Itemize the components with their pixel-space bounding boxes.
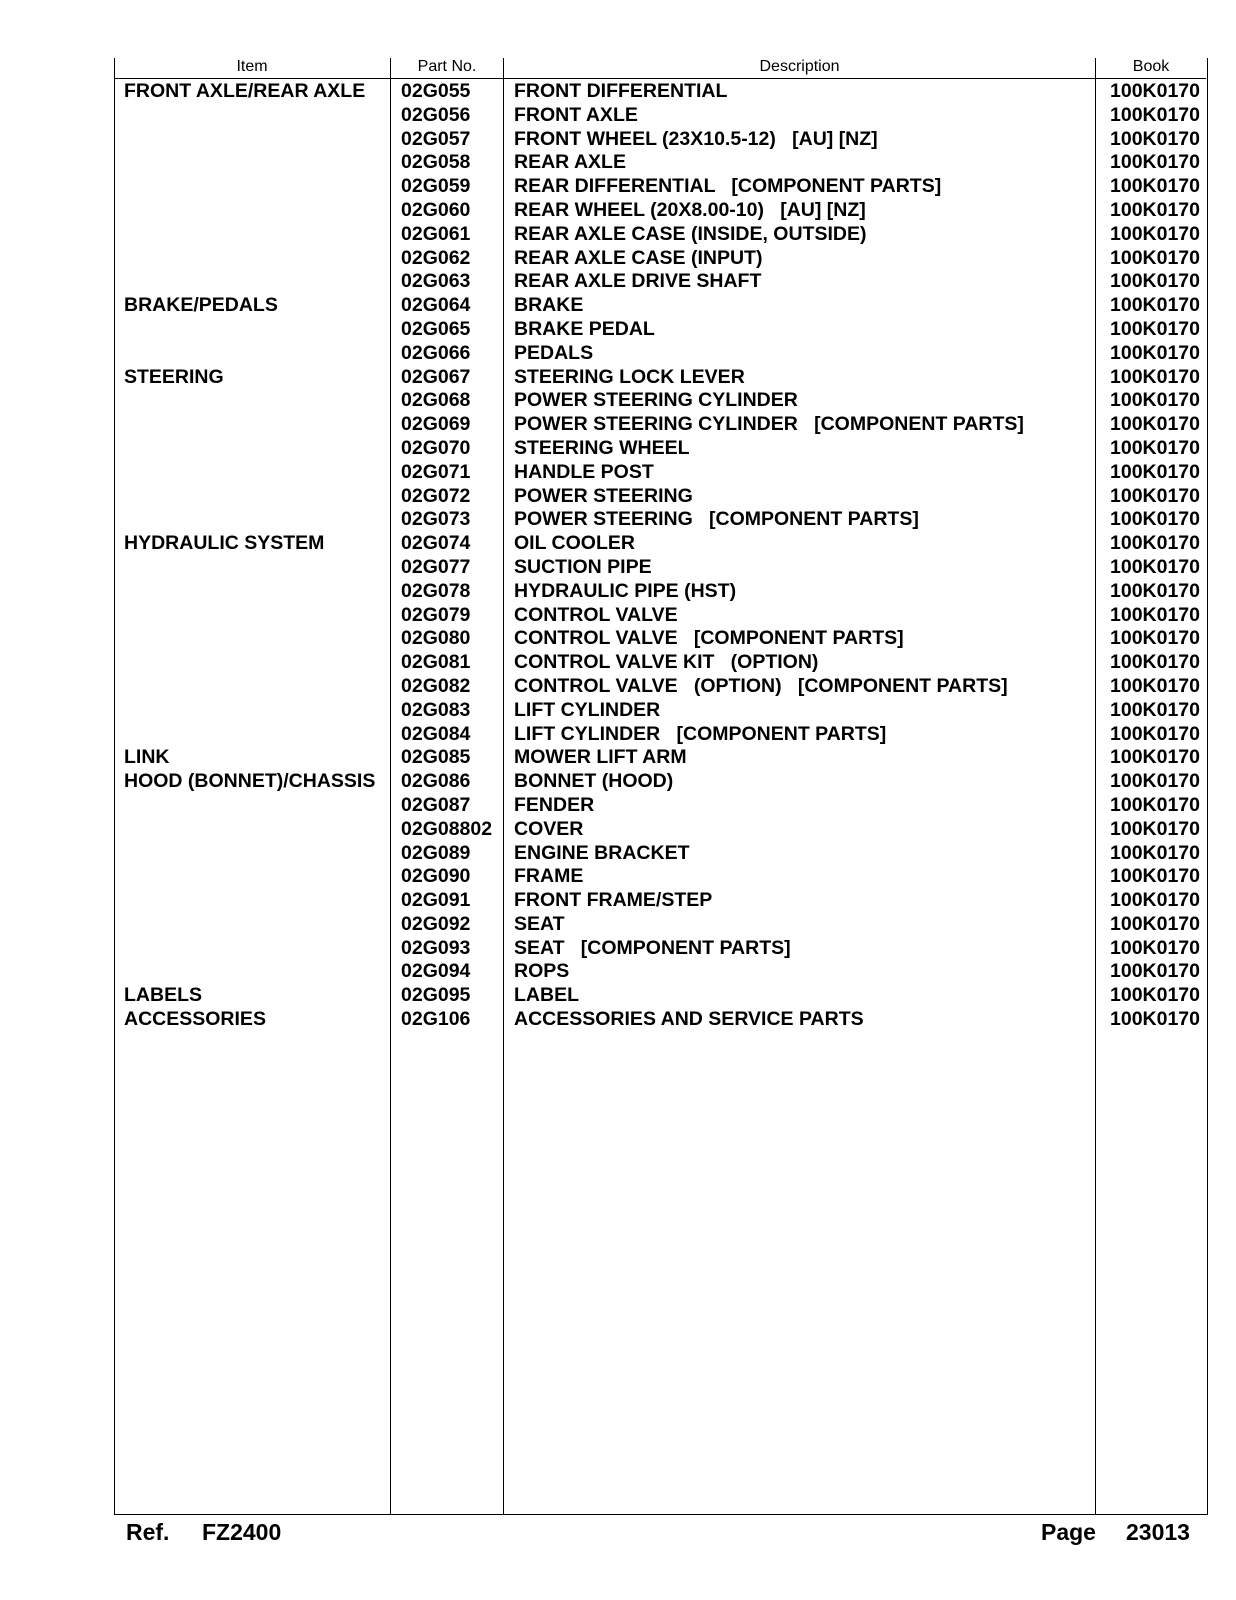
row-description-cell: BRAKE [514, 294, 584, 317]
row-part-no-cell: 02G093 [401, 936, 471, 959]
row-part-no-cell: 02G089 [401, 841, 471, 864]
table-row [0, 651, 1236, 675]
row-book-cell: 100K0170 [1110, 651, 1200, 674]
row-book-cell: 100K0170 [1110, 341, 1200, 364]
row-book-cell: 100K0170 [1110, 936, 1200, 959]
row-description-cell: SEAT [514, 912, 565, 935]
table-row [0, 889, 1236, 913]
table-row [0, 389, 1236, 413]
row-part-no-cell: 02G071 [401, 460, 471, 483]
ref-label: Ref. [126, 1519, 170, 1545]
table-row [0, 151, 1236, 175]
table-row [0, 770, 1236, 794]
row-description-cell: REAR AXLE CASE (INSIDE, OUTSIDE) [514, 222, 867, 245]
row-part-no-cell: 02G077 [401, 555, 471, 578]
row-description-cell: LABEL [514, 984, 579, 1007]
table-row [0, 699, 1236, 723]
row-book-cell: 100K0170 [1110, 889, 1200, 912]
row-item-cell: HYDRAULIC SYSTEM [124, 532, 325, 555]
table-row [0, 508, 1236, 532]
row-book-cell: 100K0170 [1110, 841, 1200, 864]
row-book-cell: 100K0170 [1110, 484, 1200, 507]
row-book-cell: 100K0170 [1110, 460, 1200, 483]
row-part-no-cell: 02G083 [401, 698, 471, 721]
row-part-no-cell: 02G061 [401, 222, 471, 245]
row-book-cell: 100K0170 [1110, 151, 1200, 174]
row-description-cell: CONTROL VALVE [COMPONENT PARTS] [514, 627, 904, 650]
table-row [0, 437, 1236, 461]
row-description-cell: STEERING LOCK LEVER [514, 365, 745, 388]
row-book-cell: 100K0170 [1110, 532, 1200, 555]
row-book-cell: 100K0170 [1110, 579, 1200, 602]
header-description: Description [759, 58, 840, 75]
row-part-no-cell: 02G080 [401, 627, 471, 650]
row-book-cell: 100K0170 [1110, 222, 1200, 245]
table-row [0, 366, 1236, 390]
table-row [0, 199, 1236, 223]
row-description-cell: HYDRAULIC PIPE (HST) [514, 579, 737, 602]
row-description-cell: HANDLE POST [514, 460, 654, 483]
header-rule [114, 78, 1206, 79]
row-part-no-cell: 02G094 [401, 960, 471, 983]
table-row [0, 723, 1236, 747]
row-part-no-cell: 02G063 [401, 270, 471, 293]
row-book-cell: 100K0170 [1110, 603, 1200, 626]
table-row [0, 984, 1236, 1008]
row-part-no-cell: 02G066 [401, 341, 471, 364]
row-description-cell: SUCTION PIPE [514, 555, 652, 578]
row-description-cell: MOWER LIFT ARM [514, 746, 687, 769]
table-row [0, 104, 1236, 128]
row-part-no-cell: 02G085 [401, 746, 471, 769]
row-book-cell: 100K0170 [1110, 80, 1200, 102]
row-book-cell: 100K0170 [1110, 770, 1200, 793]
row-book-cell: 100K0170 [1110, 984, 1200, 1007]
row-part-no-cell: 02G084 [401, 722, 471, 745]
table-row [0, 318, 1236, 342]
table-row [0, 532, 1236, 556]
row-part-no-cell: 02G078 [401, 579, 471, 602]
table-row [0, 175, 1236, 199]
row-item-cell: ACCESSORIES [124, 1008, 266, 1031]
row-description-cell: COVER [514, 817, 584, 840]
row-part-no-cell: 02G106 [401, 1008, 471, 1031]
row-description-cell: REAR AXLE [514, 151, 626, 174]
page-label: Page [1041, 1519, 1096, 1545]
row-part-no-cell: 02G074 [401, 532, 471, 555]
row-part-no-cell: 02G058 [401, 151, 471, 174]
row-part-no-cell: 02G092 [401, 912, 471, 935]
table-row [0, 485, 1236, 509]
row-book-cell: 100K0170 [1110, 175, 1200, 198]
row-description-cell: POWER STEERING [COMPONENT PARTS] [514, 508, 919, 531]
table-row [0, 960, 1236, 984]
row-item-cell: LINK [124, 746, 170, 769]
table-row [0, 556, 1236, 580]
table-row [0, 247, 1236, 271]
row-book-cell: 100K0170 [1110, 817, 1200, 840]
table-row [0, 937, 1236, 961]
row-description-cell: BRAKE PEDAL [514, 317, 655, 340]
row-part-no-cell: 02G073 [401, 508, 471, 531]
row-description-cell: FRONT DIFFERENTIAL [514, 80, 728, 102]
row-description-cell: CONTROL VALVE KIT (OPTION) [514, 651, 819, 674]
row-book-cell: 100K0170 [1110, 317, 1200, 340]
row-description-cell: ACCESSORIES AND SERVICE PARTS [514, 1008, 864, 1031]
ref-value: FZ2400 [202, 1519, 282, 1545]
header-book: Book [1132, 58, 1170, 75]
row-part-no-cell: 02G086 [401, 770, 471, 793]
row-part-no-cell: 02G081 [401, 651, 471, 674]
row-book-cell: 100K0170 [1110, 865, 1200, 888]
table-row [0, 842, 1236, 866]
row-description-cell: REAR AXLE DRIVE SHAFT [514, 270, 762, 293]
row-part-no-cell: 02G059 [401, 175, 471, 198]
row-book-cell: 100K0170 [1110, 912, 1200, 935]
row-book-cell: 100K0170 [1110, 270, 1200, 293]
row-book-cell: 100K0170 [1110, 508, 1200, 531]
row-part-no-cell: 02G057 [401, 127, 471, 150]
row-description-cell: ROPS [514, 960, 570, 983]
table-row [0, 1008, 1236, 1032]
table-row [0, 675, 1236, 699]
row-book-cell: 100K0170 [1110, 365, 1200, 388]
row-book-cell: 100K0170 [1110, 294, 1200, 317]
row-description-cell: POWER STEERING [514, 484, 693, 507]
row-book-cell: 100K0170 [1110, 746, 1200, 769]
page-number: 23013 [1126, 1519, 1190, 1545]
row-description-cell: CONTROL VALVE (OPTION) [COMPONENT PARTS] [514, 674, 1008, 697]
table-row [0, 794, 1236, 818]
row-book-cell: 100K0170 [1110, 722, 1200, 745]
row-book-cell: 100K0170 [1110, 698, 1200, 721]
row-description-cell: SEAT [COMPONENT PARTS] [514, 936, 791, 959]
row-description-cell: POWER STEERING CYLINDER [514, 389, 798, 412]
row-item-cell: FRONT AXLE/REAR AXLE [124, 80, 366, 102]
row-part-no-cell: 02G062 [401, 246, 471, 269]
row-description-cell: FRONT AXLE [514, 103, 638, 126]
row-item-cell: STEERING [124, 365, 224, 388]
row-book-cell: 100K0170 [1110, 960, 1200, 983]
row-description-cell: POWER STEERING CYLINDER [COMPONENT PARTS] [514, 413, 1024, 436]
table-row [0, 580, 1236, 604]
row-description-cell: LIFT CYLINDER [514, 698, 661, 721]
row-book-cell: 100K0170 [1110, 674, 1200, 697]
row-book-cell: 100K0170 [1110, 127, 1200, 150]
row-book-cell: 100K0170 [1110, 246, 1200, 269]
row-part-no-cell: 02G067 [401, 365, 471, 388]
table-row [0, 818, 1236, 842]
row-part-no-cell: 02G068 [401, 389, 471, 412]
row-part-no-cell: 02G08802 [401, 817, 493, 840]
table-row [0, 413, 1236, 437]
row-book-cell: 100K0170 [1110, 413, 1200, 436]
row-item-cell: HOOD (BONNET)/CHASSIS [124, 770, 376, 793]
table-row [0, 270, 1236, 294]
table-row [0, 294, 1236, 318]
row-description-cell: FRONT WHEEL (23X10.5-12) [AU] [NZ] [514, 127, 878, 150]
row-description-cell: OIL COOLER [514, 532, 635, 555]
row-book-cell: 100K0170 [1110, 198, 1200, 221]
row-part-no-cell: 02G090 [401, 865, 471, 888]
row-part-no-cell: 02G070 [401, 436, 471, 459]
row-description-cell: PEDALS [514, 341, 594, 364]
table-row [0, 746, 1236, 770]
row-description-cell: STEERING WHEEL [514, 436, 690, 459]
row-book-cell: 100K0170 [1110, 1008, 1200, 1031]
row-book-cell: 100K0170 [1110, 436, 1200, 459]
row-description-cell: REAR WHEEL (20X8.00-10) [AU] [NZ] [514, 198, 866, 221]
row-description-cell: FENDER [514, 793, 595, 816]
row-book-cell: 100K0170 [1110, 103, 1200, 126]
row-description-cell: FRONT FRAME/STEP [514, 889, 713, 912]
table-row [0, 604, 1236, 628]
row-book-cell: 100K0170 [1110, 389, 1200, 412]
row-part-no-cell: 02G087 [401, 793, 471, 816]
row-part-no-cell: 02G079 [401, 603, 471, 626]
row-description-cell: FRAME [514, 865, 584, 888]
table-row [0, 342, 1236, 366]
table-row [0, 223, 1236, 247]
row-description-cell: CONTROL VALVE [514, 603, 678, 626]
row-part-no-cell: 02G091 [401, 889, 471, 912]
row-book-cell: 100K0170 [1110, 793, 1200, 816]
row-description-cell: LIFT CYLINDER [COMPONENT PARTS] [514, 722, 887, 745]
row-part-no-cell: 02G065 [401, 317, 471, 340]
row-description-cell: ENGINE BRACKET [514, 841, 690, 864]
row-part-no-cell: 02G055 [401, 80, 471, 102]
row-description-cell: REAR AXLE CASE (INPUT) [514, 246, 763, 269]
row-part-no-cell: 02G095 [401, 984, 471, 1007]
row-item-cell: LABELS [124, 984, 202, 1007]
row-book-cell: 100K0170 [1110, 627, 1200, 650]
row-part-no-cell: 02G082 [401, 674, 471, 697]
parts-table-body [0, 80, 1236, 1032]
row-part-no-cell: 02G069 [401, 413, 471, 436]
table-row [0, 627, 1236, 651]
row-book-cell: 100K0170 [1110, 555, 1200, 578]
row-part-no-cell: 02G056 [401, 103, 471, 126]
table-row [0, 80, 1236, 104]
table-row [0, 913, 1236, 937]
row-part-no-cell: 02G060 [401, 198, 471, 221]
row-part-no-cell: 02G072 [401, 484, 471, 507]
row-part-no-cell: 02G064 [401, 294, 471, 317]
table-row [0, 128, 1236, 152]
header-item: Item [236, 58, 268, 75]
row-item-cell: BRAKE/PEDALS [124, 294, 278, 317]
header-part-no: Part No. [417, 58, 477, 75]
row-description-cell: BONNET (HOOD) [514, 770, 674, 793]
table-row [0, 461, 1236, 485]
row-description-cell: REAR DIFFERENTIAL [COMPONENT PARTS] [514, 175, 942, 198]
table-row [0, 865, 1236, 889]
